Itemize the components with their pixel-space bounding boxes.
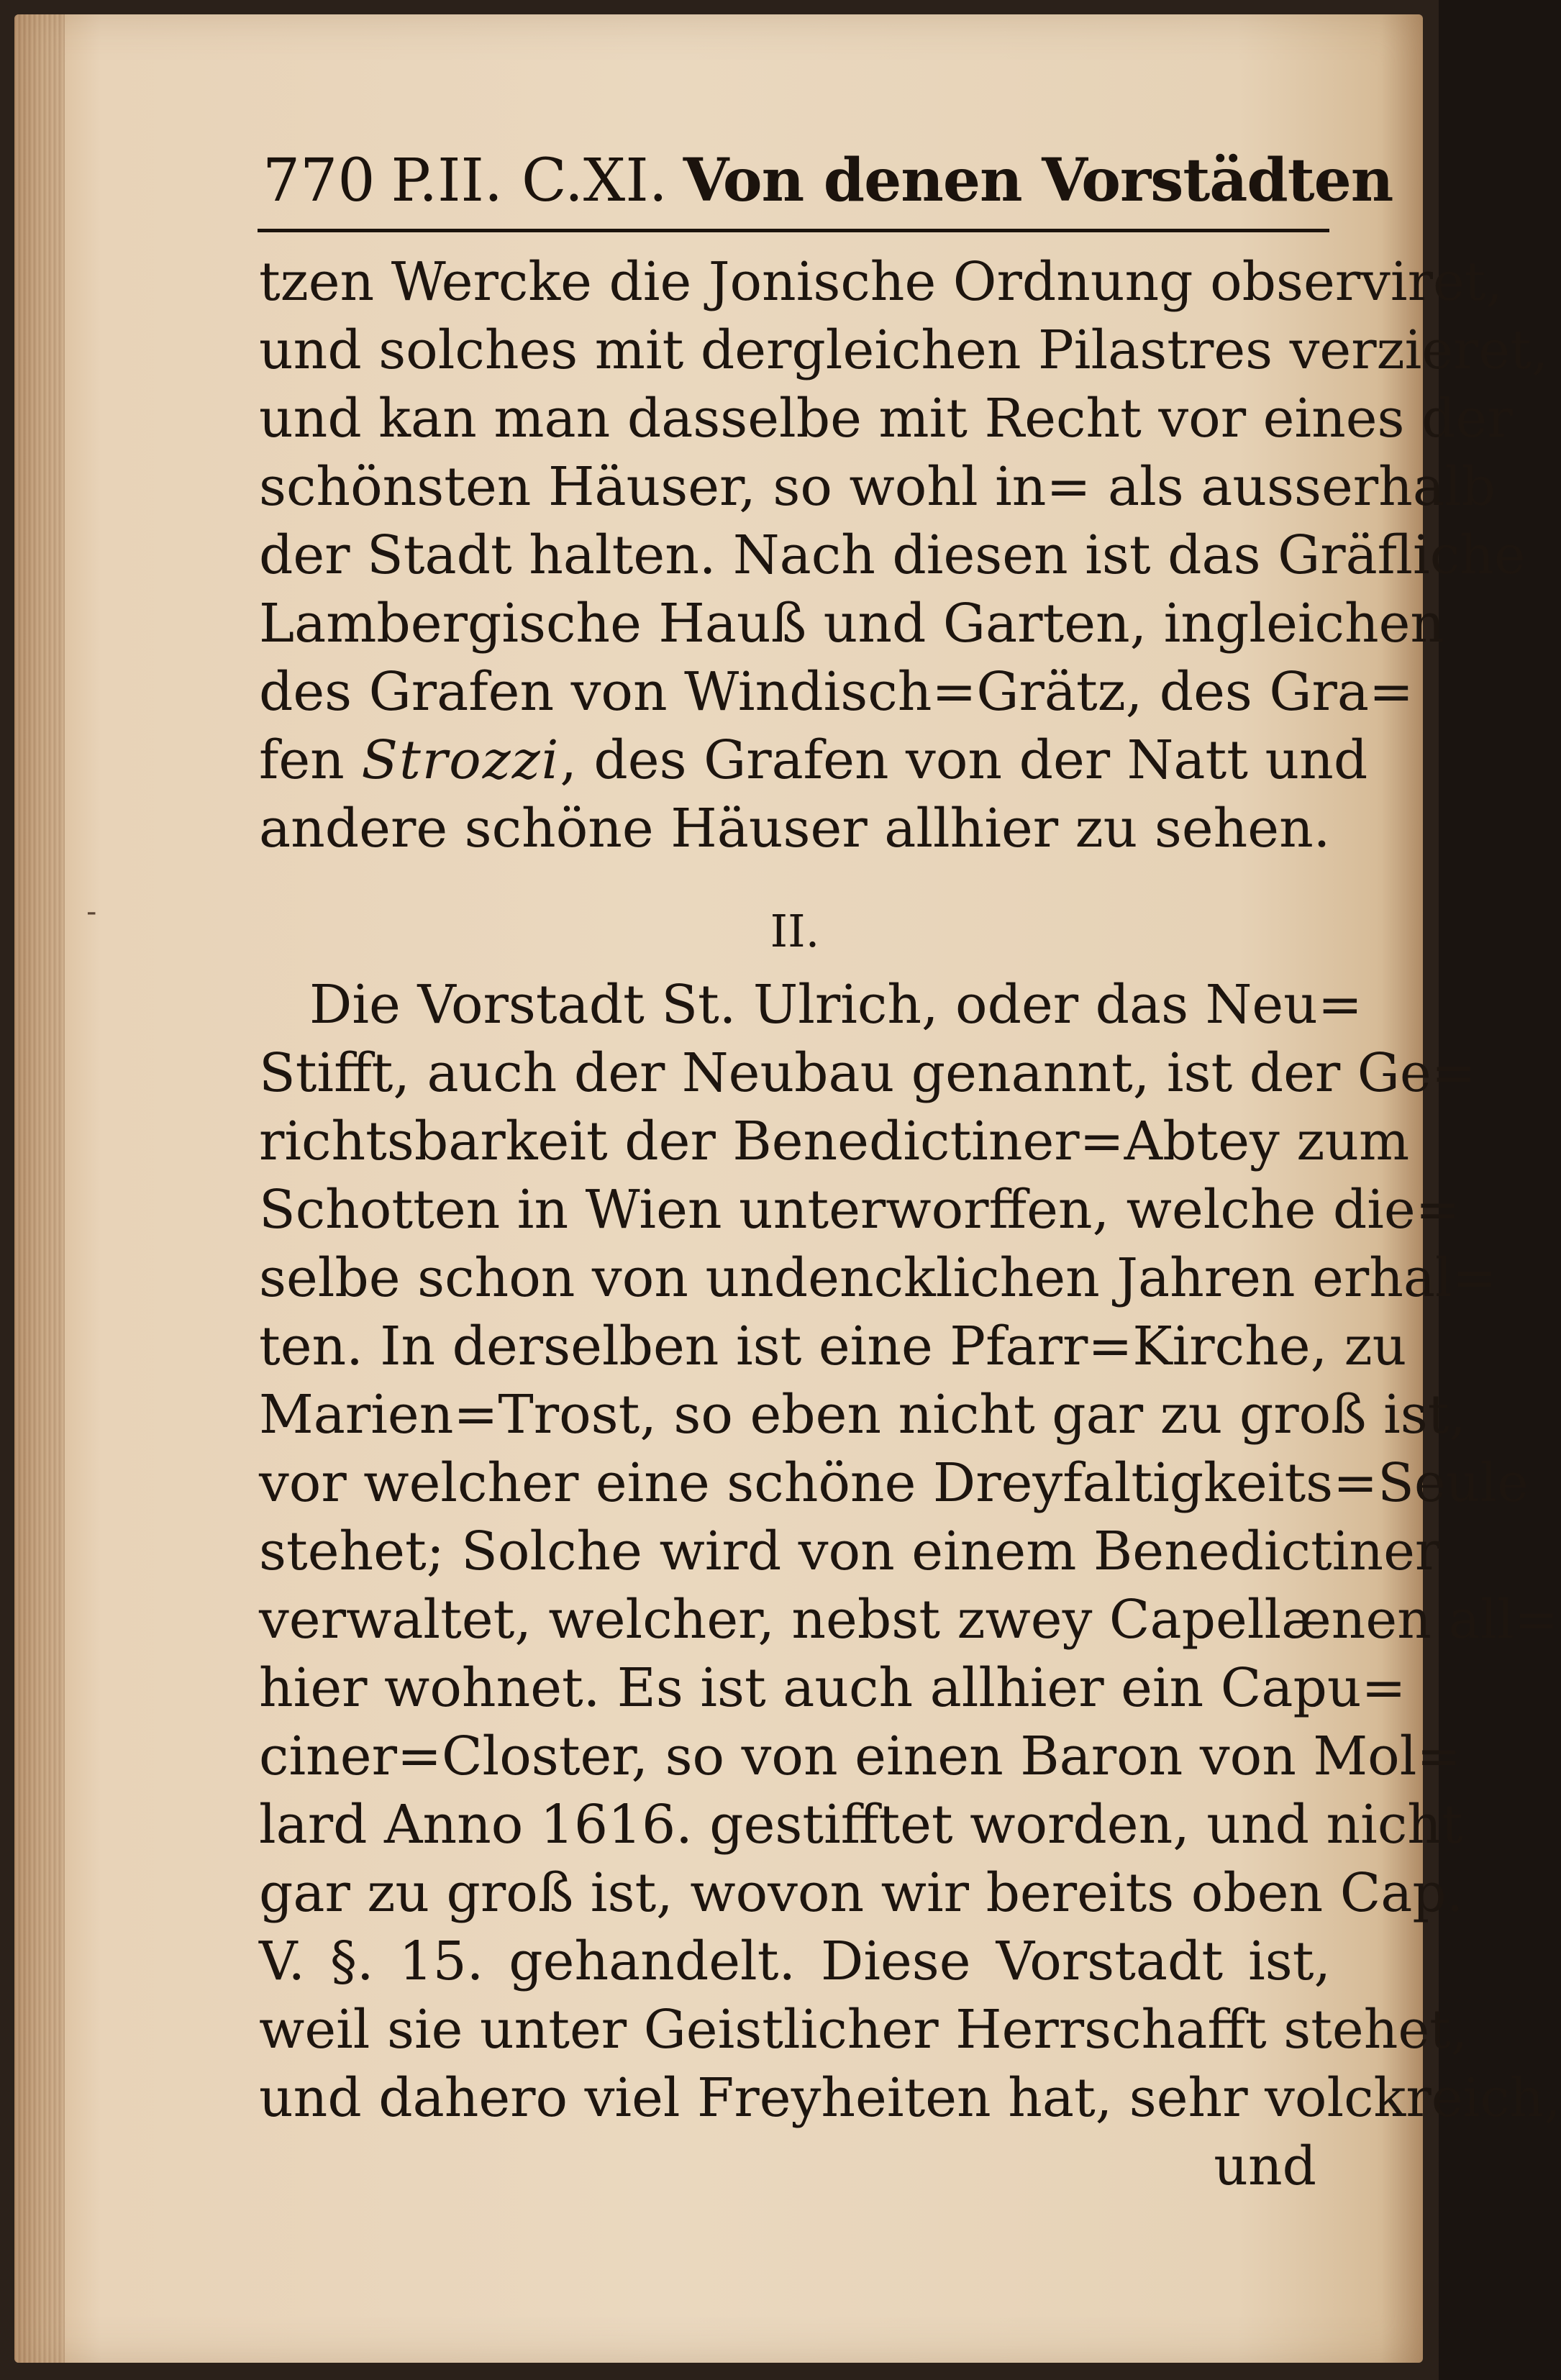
text-line: V. §. 15. gehandelt. Diese Vorstadt ist,	[259, 1930, 1331, 1992]
text-line-with-italic	[259, 726, 1368, 795]
line-start: fen	[259, 729, 362, 791]
body-text	[259, 248, 1561, 2201]
text-line: tzen Wercke die Jonische Ordnung observiret,	[259, 251, 1503, 313]
text-line: des Grafen von Windisch=Grätz, des Gra=	[259, 661, 1414, 723]
text-line: verwaltet, welcher, nebst zwey Capellænen all=	[259, 1589, 1559, 1651]
text-line: stehet; Solche wird von einem Benedictiner	[259, 1520, 1441, 1582]
text-line: und solches mit dergleichen Pilastres verzieret,	[259, 319, 1549, 381]
spacer	[259, 863, 1331, 892]
text-line: und dahero viel Freyheiten hat, sehr volckreich,	[259, 2067, 1561, 2129]
text-line: richtsbarkeit der Benedictiner=Abtey zum	[259, 1111, 1410, 1172]
text-line: und kan man dasselbe mit Recht vor eines der	[259, 388, 1513, 450]
page-number: 770	[263, 147, 376, 215]
running-title: Von denen Vorstädten	[683, 146, 1393, 215]
line-end: , des Grafen von der Natt und	[560, 729, 1368, 791]
section-number: II.	[770, 905, 820, 957]
catchword: und	[1214, 2135, 1316, 2197]
text-line: Marien=Trost, so eben nicht gar zu groß ist,	[259, 1384, 1467, 1446]
text-line: Die Vorstadt St. Ulrich, oder das Neu=	[309, 974, 1362, 1036]
text-line: andere schöne Häuser allhier zu sehen.	[259, 798, 1331, 860]
text-line: hier wohnet. Es ist auch allhier ein Capu=	[259, 1657, 1406, 1719]
section-reference: P.II. C.XI.	[391, 147, 668, 215]
page-edge	[14, 14, 65, 2363]
text-line: vor welcher eine schöne Dreyfaltigkeits=Seule	[259, 1452, 1529, 1514]
text-line: ciner=Closter, so von einen Baron von Mol=	[259, 1725, 1462, 1787]
text-line: Lambergische Hauß und Garten, ingleichen	[259, 593, 1445, 655]
header-rule	[258, 229, 1329, 232]
text-line: lard Anno 1616. gestifftet worden, und nicht	[259, 1794, 1463, 1856]
text-line: der Stadt halten. Nach diesen ist das Gräfliche	[259, 524, 1526, 586]
text-line: selbe schon von undencklichen Jahren erhal=	[259, 1247, 1497, 1309]
text-line: weil sie unter Geistlicher Herrschafft stehet,	[259, 1999, 1468, 2061]
running-header	[263, 146, 1393, 215]
margin-mark: -	[86, 895, 97, 929]
text-line: ten. In derselben ist eine Pfarr=Kirche, zu	[259, 1316, 1407, 1377]
text-line: schönsten Häuser, so wohl in= als ausserhalb	[259, 456, 1496, 518]
text-line: gar zu groß ist, wovon wir bereits oben Cap.	[259, 1862, 1464, 1924]
italic-name: Strozzi	[361, 729, 560, 791]
text-line: Stifft, auch der Neubau genannt, ist der Ge=	[259, 1042, 1476, 1104]
text-line: Schotten in Wien unterworffen, welche die=	[259, 1179, 1460, 1241]
